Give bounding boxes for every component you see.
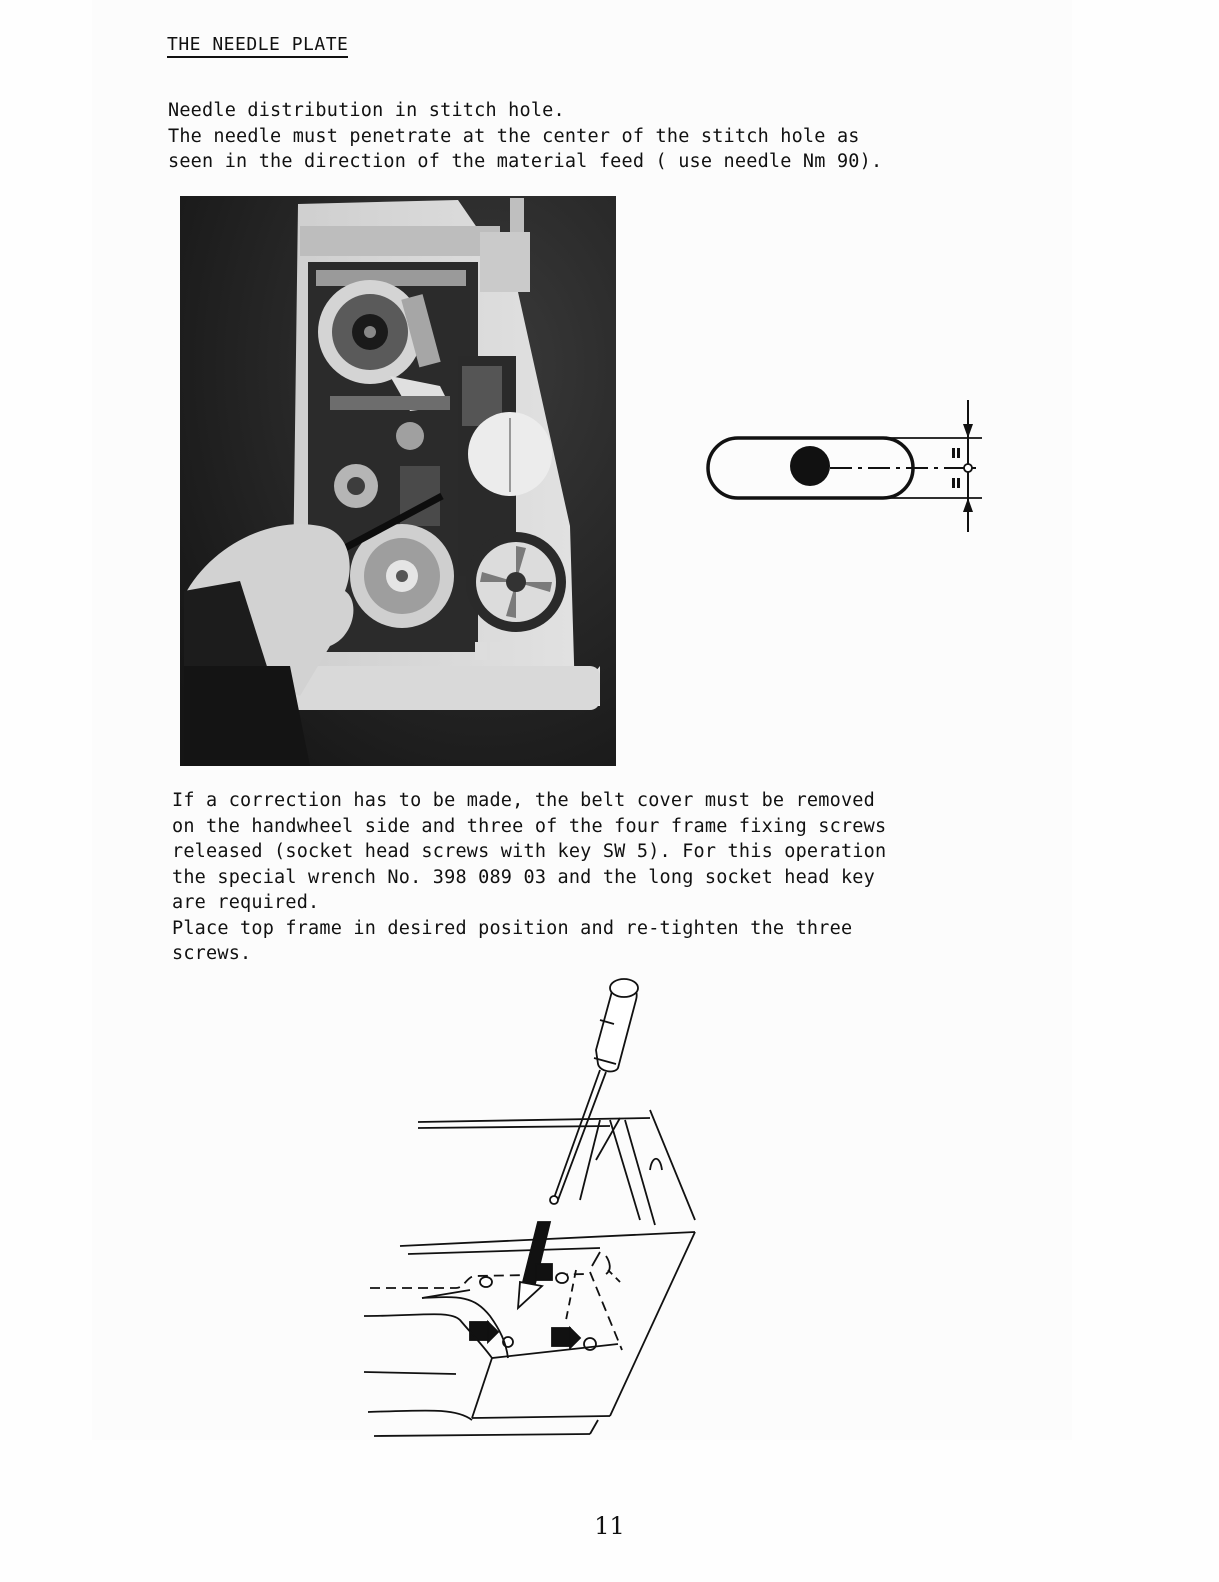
stitch-hole-graphic [700,396,1000,538]
intro-paragraph [168,98,882,175]
correction-line: Place top frame in desired position and re-tighten the three [172,917,853,939]
intro-line: The needle must penetrate at the center of the stitch hole as [168,125,860,147]
correction-line: on the handwheel side and three of the four frame fixing screws [172,815,887,837]
correction-line: If a correction has to be made, the belt cover must be removed [172,790,875,811]
stitch-hole-diagram [700,396,1000,538]
intro-line: Needle distribution in stitch hole. [168,100,565,121]
page-title: THE NEEDLE PLATE [167,34,348,58]
machine-photo-graphic [180,196,616,766]
intro-line: seen in the direction of the material feed ( use needle Nm 90). [168,151,883,172]
frame-screw-drawing [360,970,700,1440]
correction-paragraph [172,788,886,967]
frame-screw-graphic [360,970,700,1440]
correction-line: are required. [172,892,320,913]
correction-line: the special wrench No. 398 089 03 and the long socket head key [172,866,875,888]
page-number: 11 [594,1512,625,1540]
correction-line: released (socket head screws with key SW 5). For this operation [172,841,887,862]
machine-photo [180,196,616,766]
correction-line: screws. [172,943,252,964]
